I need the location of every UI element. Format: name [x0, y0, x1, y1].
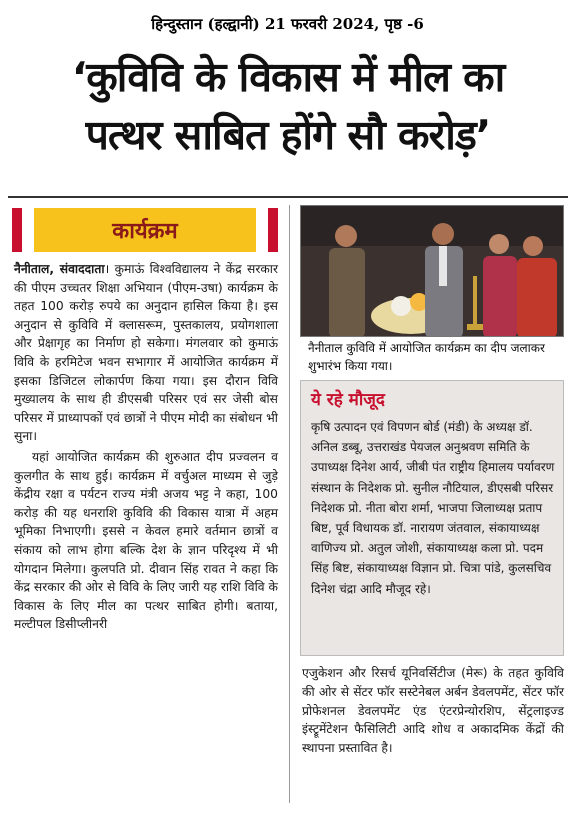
tag-right-bar	[268, 208, 278, 252]
attendees-box	[300, 380, 564, 656]
masthead: हिन्दुस्तान (हल्द्वानी) 21 फरवरी 2024, पृष्ठ -6	[151, 15, 424, 33]
section-tag-label: कार्यक्रम	[112, 219, 178, 244]
event-photo	[300, 205, 564, 337]
headline-line-2: पत्थर साबित होंगे सौ करोड़’	[85, 111, 491, 159]
article-paragraph-2: यहां आयोजित कार्यक्रम की शुरुआत दीप प्रज्वलन व कुलगीत के साथ हुई। कार्यक्रम में वर्चुअल माध्यम से जुड़े केंद्रीय रक्षा व पर्यटन राज्य मंत्री अजय भट्ट ने कहा, 100 करोड़ की यह धनराशि कुविवि की विकास यात्रा में अहम भूमिका निभाएगी। इससे न केवल हमारे वर्तमान छात्रों व संकाय को लाभ होगा बल्कि देश के ज्ञान परिदृश्य में भी योगदान मिलेगा। कुलपति प्रो. दीवान सिंह रावत ने कहा कि केंद्र सरकार की ओर से विवि के लिए जारी यह राशि विवि के विकास के लिए मील का पत्थर साबित होगी। बताया, मल्टीपल डिसीप्लीनरी	[14, 449, 278, 632]
dateline: नैनीताल, संवाददाता	[14, 262, 105, 276]
section-tag	[12, 208, 278, 252]
tag-left-bar	[12, 208, 22, 252]
headline-rule	[8, 196, 568, 198]
event-photo-illustration	[301, 206, 564, 337]
attendees-box-title: ये रहे मौजूद	[311, 390, 385, 410]
headline-line-1: ‘कुविवि के विकास में मील का	[71, 53, 505, 101]
paragraph-1-text: । कुमाऊं विश्वविद्यालय ने केंद्र सरकार की पीएम उच्चतर शिक्षा अभियान (पीएम-उषा) कार्यक्रम के तहत 100 करोड़ रुपये का अनुदान हासिल किया है। इस अनुदान से कुविवि में क्लासरूम, पुस्तकालय, प्रयोगशाला और प्रेक्षागृह का निर्माण हो सकेगा। मंगलवार को कुमाऊं विवि के हरमिटेज भवन सभागार में आयोजित कार्यक्रम में इसका डिजिटल लोकार्पण किया गया। इस दौरान विवि मुख्यालय के साथ ही डीएसबी परिसर एवं सर जेसी बोस परिसर में प्राध्यापकों एवं छात्रों ने पीएम मोदी का संबोधन भी सुना।	[14, 262, 279, 444]
article-left-column	[14, 260, 278, 636]
attendees-box-body: कृषि उत्पादन एवं विपणन बोर्ड (मंडी) के अध्यक्ष डॉ. अनिल डब्बू, उत्तराखंड पेयजल अनुश्रवण समिति के उपाध्यक्ष दिनेश आर्य, जीबी पंत राष्ट्रीय हिमालय पर्यावरण संस्थान के निदेशक प्रो. सुनील नौटियाल, डीएसबी परिसर निदेशक प्रो. नीता बोरा शर्मा, भाजपा जिलाध्यक्ष प्रताप बिष्ट, पूर्व विधायक डॉ. नारायण जंतवाल, संकायाध्यक्ष वाणिज्य प्रो. अतुल जोशी, संकायाध्यक्ष कला प्रो. पदम सिंह बिष्ट, संकायाध्यक्ष विज्ञान प्रो. चित्रा पांडे, कुलसचिव दिनेश चंद्रा आदि मौजूद रहे।	[311, 420, 555, 596]
article-right-continuation: एजुकेशन और रिसर्च यूनिवर्सिटीज (मेरू) के तहत कुविवि की ओर से सेंटर फॉर सस्टेनेबल अर्बन डेवलपमेंट, सेंटर फॉर प्रोफेशनल डेवलपमेंट एंड एंटरप्रेन्योरशिप, सेंट्रलाइज्ड इंस्ट्रूमेंटेशन फैसिलिटी आदि शोध व अकादमिक केंद्रों की स्थापना प्रस्तावित है।	[302, 666, 564, 756]
article-paragraph-1	[14, 260, 278, 446]
photo-caption: नैनीताल कुविवि में आयोजित कार्यक्रम का दीप जलाकर शुभारंभ किया गया।	[308, 341, 545, 373]
tag-label-box	[34, 208, 256, 252]
column-divider	[289, 205, 290, 803]
headline	[8, 48, 568, 164]
